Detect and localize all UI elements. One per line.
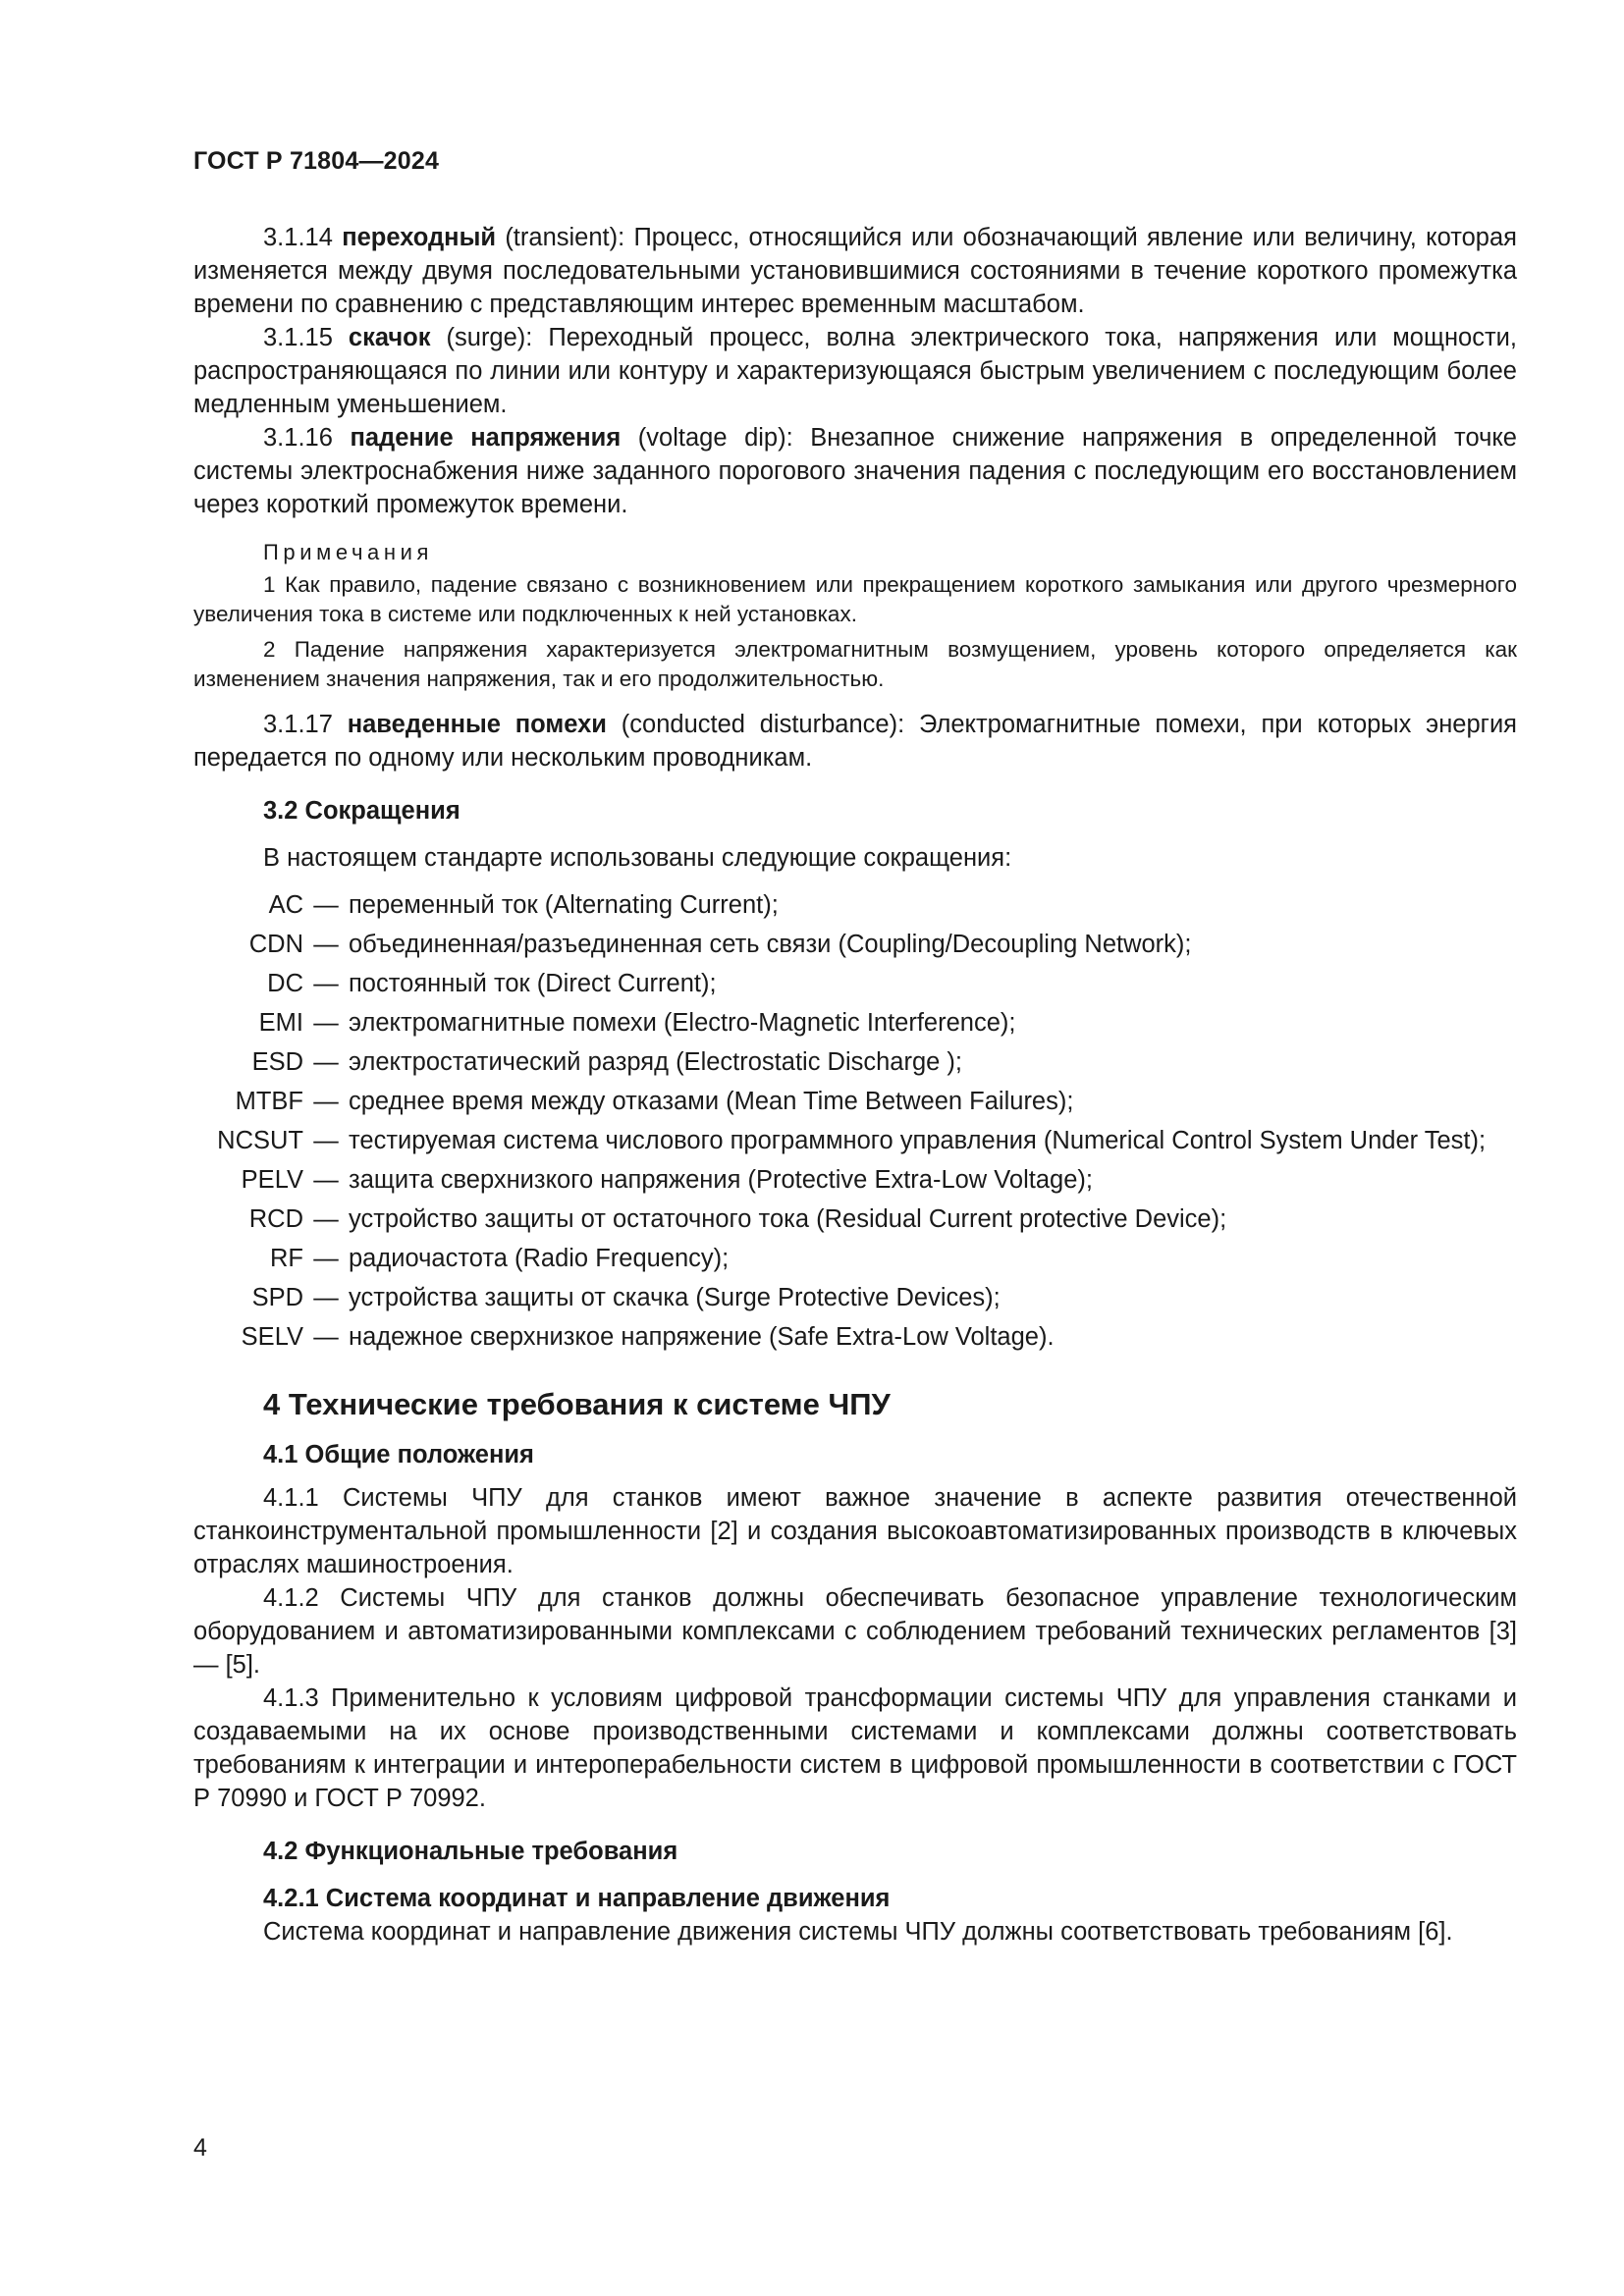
paragraph-4-1-3: 4.1.3 Применительно к условиям цифровой трансформации системы ЧПУ для управления станками и создаваемыми на их основе производственными системами и комплексами должны соответствовать требованиям к интеграции и интероперабельности систем в цифровой промышленности в соответствии с ГОСТ Р 70990 и ГОСТ Р 70992. — [193, 1684, 1517, 1812]
section-4-2-title: 4.2 Функциональные требования — [263, 1838, 678, 1865]
abbreviation-item — [193, 1320, 1517, 1354]
abbreviation-definition: тестируемая система числового программного управления (Numerical Control System Under Test); — [349, 1127, 1487, 1154]
abbreviations-list — [193, 888, 1517, 1354]
abbreviation-definition: электромагнитные помехи (Electro-Magnetic Interference); — [349, 1009, 1016, 1037]
abbreviation-definition: защита сверхнизкого напряжения (Protective Extra-Low Voltage); — [349, 1166, 1093, 1194]
page-content — [193, 221, 1517, 1949]
abbreviation-dash: — — [313, 1009, 339, 1037]
abbreviation-code: AC — [268, 891, 303, 919]
abbreviation-definition: устройства защиты от скачка (Surge Protective Devices); — [349, 1284, 1001, 1311]
abbreviation-item — [193, 1163, 1517, 1197]
abbreviation-item — [193, 928, 1517, 961]
abbreviation-dash: — — [313, 1048, 339, 1076]
abbreviation-definition: электростатический разряд (Electrostatic Discharge ); — [349, 1048, 962, 1076]
term-definition: Процесс, относящийся или обозначающий явление или величину, которая изменяется между двумя последовательными установившимися состояниями в течение короткого промежутка времени по сравнению с представляющим интерес временным масштабом. — [193, 224, 1517, 318]
section-4-1-title: 4.1 Общие положения — [263, 1441, 534, 1468]
term-english: (conducted disturbance): — [621, 711, 905, 738]
abbreviation-definition: среднее время между отказами (Mean Time Between Failures); — [349, 1088, 1074, 1115]
term-name: наведенные помехи — [347, 711, 607, 738]
abbreviation-code: SELV — [241, 1323, 303, 1351]
abbreviation-item — [193, 1202, 1517, 1236]
paragraph-4-1-2: 4.1.2 Системы ЧПУ для станков должны обеспечивать безопасное управление технологическим оборудованием и автоматизированными комплексами с соблюдением требований технических регламентов [3] — [5]. — [193, 1584, 1517, 1679]
section-3-2-title: 3.2 Сокращения — [263, 797, 460, 825]
abbreviation-dash: — — [313, 1205, 339, 1233]
abbreviation-item — [193, 1281, 1517, 1314]
term-number: 3.1.15 — [263, 324, 333, 351]
term-number: 3.1.16 — [263, 424, 333, 452]
abbreviation-dash: — — [313, 931, 339, 958]
note-item-2: 2 Падение напряжения характеризуется электромагнитным возмущением, уровень которого определяется как изменением значения напряжения, так и его продолжительностью. — [193, 637, 1517, 691]
abbreviation-dash: — — [313, 891, 339, 919]
abbreviation-code: MTBF — [235, 1088, 303, 1115]
term-3-1-14 — [193, 221, 1517, 321]
abbreviation-definition: устройство защиты от остаточного тока (Residual Current protective Device); — [349, 1205, 1227, 1233]
page-number: 4 — [193, 2134, 207, 2162]
abbreviation-code: EMI — [258, 1009, 303, 1037]
term-name: переходный — [342, 224, 497, 251]
term-number: 3.1.14 — [263, 224, 333, 251]
term-name: скачок — [348, 324, 431, 351]
term-3-1-17 — [193, 708, 1517, 774]
paragraph-4-2-1: Система координат и направление движения системы ЧПУ должны соответствовать требованиям [6]. — [263, 1918, 1453, 1946]
abbreviation-code: RF — [270, 1245, 303, 1272]
abbreviation-item — [193, 888, 1517, 922]
term-english: (voltage dip): — [637, 424, 793, 452]
abbreviation-item — [193, 1006, 1517, 1040]
term-3-1-15 — [193, 321, 1517, 421]
term-definition: Электромагнитные помехи, при которых энергия передается по одному или нескольким проводникам. — [193, 711, 1517, 772]
abbreviation-item — [193, 1085, 1517, 1118]
abbreviation-dash: — — [313, 1166, 339, 1194]
abbreviation-dash: — — [313, 1323, 339, 1351]
abbreviation-dash: — — [313, 1284, 339, 1311]
abbreviation-item — [193, 1124, 1517, 1157]
document-code-header: ГОСТ Р 71804—2024 — [193, 147, 440, 175]
note-item-1: 1 Как правило, падение связано с возникновением или прекращением короткого замыкания или другого чрезмерного увеличения тока в системе или подключенных к ней установках. — [193, 572, 1517, 626]
term-definition: Переходный процесс, волна электрического тока, напряжения или мощности, распространяющаяся по линии или контуру и характеризующаяся быстрым увеличением с последующим более медленным уменьшением. — [193, 324, 1517, 418]
abbreviation-definition: надежное сверхнизкое напряжение (Safe Extra-Low Voltage). — [349, 1323, 1055, 1351]
abbreviation-definition: радиочастота (Radio Frequency); — [349, 1245, 730, 1272]
section-4-title: 4 Технические требования к системе ЧПУ — [263, 1387, 891, 1421]
notes-title: Примечания — [263, 540, 434, 564]
term-english: (transient): — [505, 224, 625, 251]
abbreviation-code: DC — [267, 970, 303, 997]
abbreviation-dash: — — [313, 1088, 339, 1115]
abbreviation-definition: постоянный ток (Direct Current); — [349, 970, 717, 997]
term-definition: Внезапное снижение напряжения в определенной точке системы электроснабжения ниже заданного порогового значения падения с последующим его восстановлением через короткий промежуток времени. — [193, 424, 1517, 518]
term-number: 3.1.17 — [263, 711, 333, 738]
abbreviation-item — [193, 967, 1517, 1000]
abbreviations-intro: В настоящем стандарте использованы следующие сокращения: — [263, 844, 1012, 872]
term-english: (surge): — [446, 324, 533, 351]
abbreviation-dash: — — [313, 1245, 339, 1272]
abbreviation-code: ESD — [251, 1048, 303, 1076]
abbreviation-code: RCD — [248, 1205, 303, 1233]
section-4-2-1-title: 4.2.1 Система координат и направление движения — [263, 1885, 891, 1912]
abbreviation-dash: — — [313, 970, 339, 997]
term-3-1-16 — [193, 421, 1517, 521]
abbreviation-item — [193, 1242, 1517, 1275]
abbreviation-code: SPD — [251, 1284, 303, 1311]
abbreviation-definition: объединенная/разъединенная сеть связи (Coupling/Decoupling Network); — [349, 931, 1192, 958]
abbreviation-code: CDN — [248, 931, 303, 958]
abbreviation-dash: — — [313, 1127, 339, 1154]
abbreviation-definition: переменный ток (Alternating Current); — [349, 891, 779, 919]
abbreviation-code: NCSUT — [217, 1127, 303, 1154]
term-name: падение напряжения — [350, 424, 622, 452]
paragraph-4-1-1: 4.1.1 Системы ЧПУ для станков имеют важное значение в аспекте развития отечественной станкоинструментальной промышленности [2] и создания высокоавтоматизированных производств в ключевых отраслях машиностроения. — [193, 1484, 1517, 1578]
abbreviation-code: PELV — [241, 1166, 303, 1194]
abbreviation-item — [193, 1045, 1517, 1079]
